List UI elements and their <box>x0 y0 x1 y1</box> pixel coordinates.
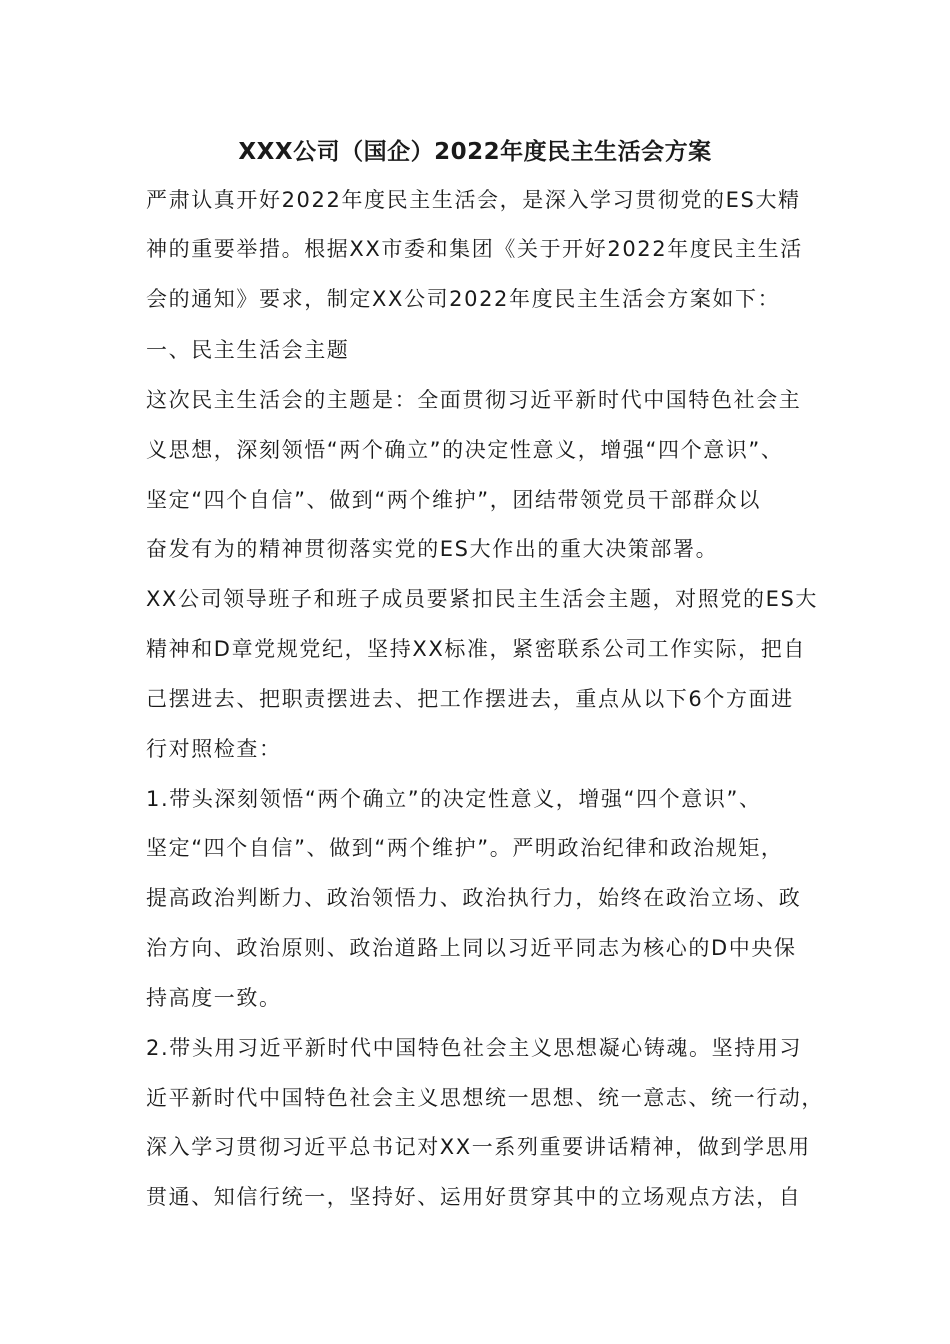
list-item-line: 坚定“四个自信”、做到“两个维护”。严明政治纪律和政治规矩， <box>146 836 784 860</box>
list-item-line: 2.带头用习近平新时代中国特色社会主义思想凝心铸魂。坚持用习 <box>146 1036 803 1060</box>
list-item-line: 1.带头深刻领悟“两个确立”的决定性意义，增强“四个意识”、 <box>146 787 762 811</box>
body-line: 神的重要举措。根据XX市委和集团《关于开好2022年度民主生活 <box>146 237 803 261</box>
document-title: XXX公司（国企）2022年度民主生活会方案 <box>238 139 712 165</box>
list-item-line: 近平新时代中国特色社会主义思想统一思想、统一意志、统一行动， <box>146 1086 824 1110</box>
body-line: 己摆进去、把职责摆进去、把工作摆进去，重点从以下6个方面进 <box>146 687 794 711</box>
section-heading: 一、民主生活会主题 <box>146 338 350 362</box>
list-item-line: 提高政治判断力、政治领悟力、政治执行力，始终在政治立场、政 <box>146 886 802 910</box>
body-line: 义思想，深刻领悟“两个确立”的决定性意义，增强“四个意识”、 <box>146 438 784 462</box>
list-item-line: 深入学习贯彻习近平总书记对XX一系列重要讲话精神，做到学思用 <box>146 1135 811 1159</box>
body-line: XX公司领导班子和班子成员要紧扣民主生活会主题，对照党的ES大 <box>146 587 818 611</box>
body-line: 严肃认真开好2022年度民主生活会，是深入学习贯彻党的ES大精 <box>146 188 801 212</box>
list-item-line: 治方向、政治原则、政治道路上同以习近平同志为核心的D中央保 <box>146 936 797 960</box>
body-line: 精神和D章党规党纪，坚持XX标准，紧密联系公司工作实际，把自 <box>146 637 806 661</box>
body-line: 这次民主生活会的主题是：全面贯彻习近平新时代中国特色社会主 <box>146 388 802 412</box>
list-item-line: 贯通、知信行统一，坚持好、运用好贯穿其中的立场观点方法，自 <box>146 1185 802 1209</box>
body-line: 会的通知》要求，制定XX公司2022年度民主生活会方案如下： <box>146 287 781 311</box>
list-item-line: 持高度一致。 <box>146 986 282 1010</box>
body-line: 奋发有为的精神贯彻落实党的ES大作出的重大决策部署。 <box>146 537 719 561</box>
body-line: 行对照检查： <box>146 737 282 761</box>
body-line: 坚定“四个自信”、做到“两个维护”，团结带领党员干部群众以 <box>146 488 761 512</box>
